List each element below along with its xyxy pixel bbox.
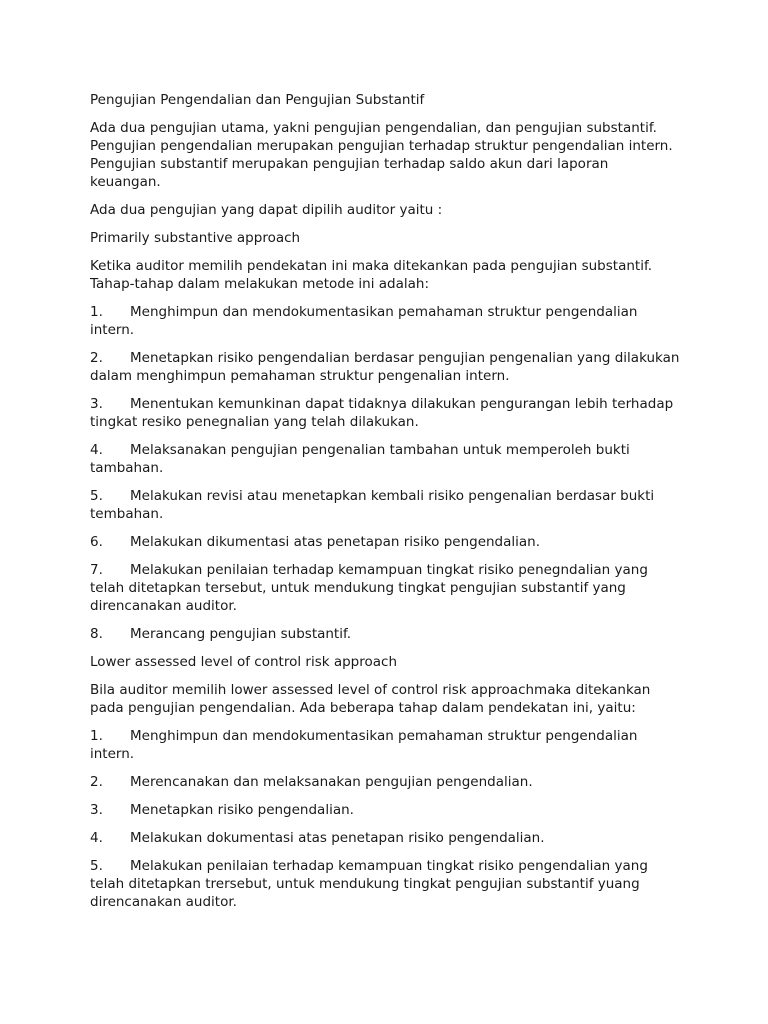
section2-list (90, 727, 680, 911)
list-item (90, 727, 680, 763)
item-text: Melakukan dikumentasi atas penetapan risiko pengendalian. (130, 534, 541, 550)
document-title: Pengujian Pengendalian dan Pengujian Substantif (90, 92, 425, 108)
section2-intro: Bila auditor memilih lower assessed level of control risk approachmaka ditekankan pada pengujian pengendalian. Ada beberapa tahap dalam pendekatan ini, yaitu: (90, 682, 651, 716)
item-text: Menetapkan risiko pengendalian. (130, 802, 354, 818)
list-item (90, 857, 680, 911)
section1-list (90, 303, 680, 643)
section1-heading: Primarily substantive approach (90, 230, 301, 246)
item-number: 4. (90, 442, 103, 458)
item-number: 3. (90, 396, 103, 412)
item-number: 2. (90, 774, 103, 790)
item-text: Merancang pengujian substantif. (130, 626, 352, 642)
intro-paragraph: Ada dua pengujian utama, yakni pengujian pengendalian, dan pengujian substantif. Pengujian pengendalian merupakan pengujian terhadap struktur pengendalian intern. Pengujian substantif merupakan pengujian terhadap saldo akun dari laporan keuangan. (90, 120, 673, 190)
item-text: Melakukan dokumentasi atas penetapan risiko pengendalian. (130, 830, 545, 846)
choice-paragraph: Ada dua pengujian yang dapat dipilih auditor yaitu : (90, 202, 443, 218)
item-number: 4. (90, 830, 103, 846)
document-page (90, 91, 680, 921)
item-number: 1. (90, 728, 103, 744)
item-number: 8. (90, 626, 103, 642)
item-number: 6. (90, 534, 103, 550)
item-text: Menetapkan risiko pengendalian berdasar pengujian pengenalian yang dilakukan dalam menghimpun pemahaman struktur pengenalian intern. (90, 350, 680, 384)
list-item (90, 829, 680, 847)
item-text: Merencanakan dan melaksanakan pengujian pengendalian. (130, 774, 533, 790)
list-item (90, 441, 680, 477)
item-text: Menghimpun dan mendokumentasikan pemahaman struktur pengendalian intern. (90, 728, 638, 762)
item-text: Melakukan penilaian terhadap kemampuan tingkat risiko penegndalian yang telah ditetapkan tersebut, untuk mendukung tingkat pengujian substantif yang direncanakan auditor. (90, 562, 648, 614)
list-item (90, 625, 680, 643)
item-text: Menghimpun dan mendokumentasikan pemahaman struktur pengendalian intern. (90, 304, 638, 338)
item-text: Menentukan kemunkinan dapat tidaknya dilakukan pengurangan lebih terhadap tingkat resiko penegnalian yang telah dilakukan. (90, 396, 674, 430)
list-item (90, 349, 680, 385)
item-text: Melaksanakan pengujian pengenalian tambahan untuk memperoleh bukti tambahan. (90, 442, 630, 476)
list-item (90, 487, 680, 523)
section2-heading: Lower assessed level of control risk approach (90, 654, 398, 670)
list-item (90, 533, 680, 551)
section1-intro: Ketika auditor memilih pendekatan ini maka ditekankan pada pengujian substantif. Tahap-tahap dalam melakukan metode ini adalah: (90, 258, 653, 292)
list-item (90, 303, 680, 339)
item-text: Melakukan penilaian terhadap kemampuan tingkat risiko pengendalian yang telah ditetapkan trersebut, untuk mendukung tingkat pengujian substantif yuang direncanakan auditor. (90, 858, 648, 910)
item-text: Melakukan revisi atau menetapkan kembali risiko pengenalian berdasar bukti tembahan. (90, 488, 655, 522)
item-number: 3. (90, 802, 103, 818)
list-item (90, 395, 680, 431)
list-item (90, 561, 680, 615)
item-number: 5. (90, 858, 103, 874)
list-item (90, 773, 680, 791)
item-number: 5. (90, 488, 103, 504)
item-number: 7. (90, 562, 103, 578)
item-number: 2. (90, 350, 103, 366)
list-item (90, 801, 680, 819)
item-number: 1. (90, 304, 103, 320)
